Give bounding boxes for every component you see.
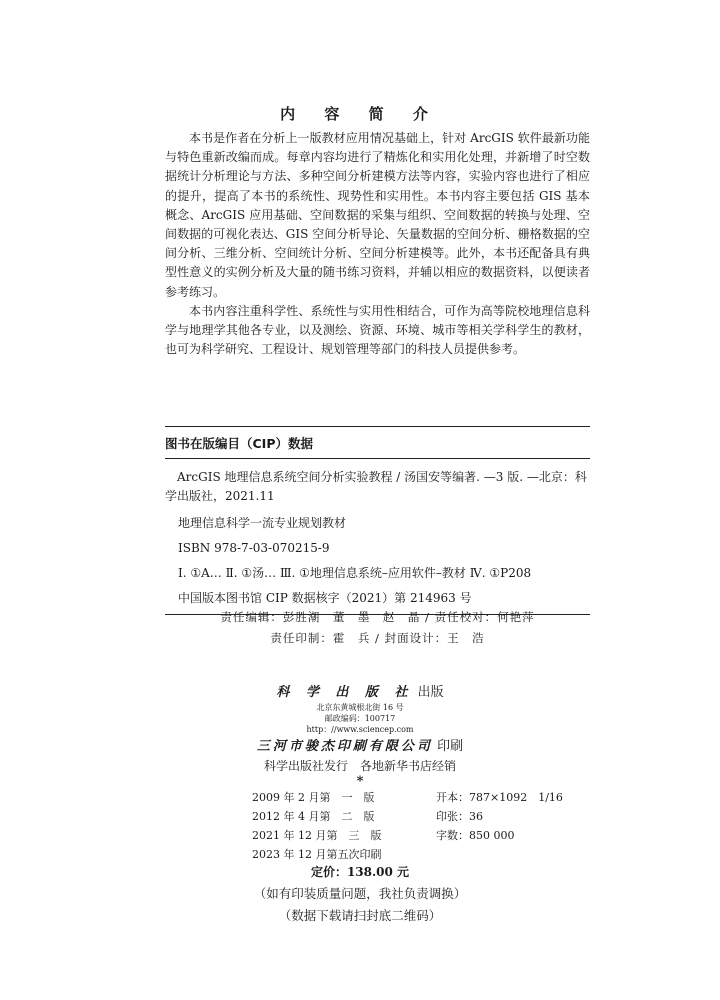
cip-block (165, 426, 590, 615)
cip-classification: Ⅰ. ①A… Ⅱ. ①汤… Ⅲ. ①地理信息系统–应用软件–教材 Ⅳ. ①P208 (178, 566, 532, 580)
publisher-website: http：//www.sciencep.com (306, 725, 414, 734)
separator-star: * (356, 774, 364, 789)
edition-spec: 印张：36 (436, 810, 483, 823)
cip-record: ArcGIS 地理信息系统空间分析实验教程 / 汤国安等编著. —3 版. —北京：科学出版社，2021.11 (165, 470, 587, 503)
summary-title: 内 容 简 介 (280, 105, 440, 123)
editor-credits (165, 607, 590, 649)
credits-line: 责任印制：霍 兵 / 封面设计：王 浩 (270, 631, 485, 645)
publisher-suffix: 出版 (417, 685, 444, 700)
publisher-address: 北京东黄城根北街 16 号 (316, 703, 404, 712)
summary-paragraph: 本书是作者在分析上一版教材应用情况基础上，针对 ArcGIS 软件最新功能与特色重新改编而成。每章内容均进行了精炼化和实用化处理，并新增了时空数据统计分析理论与方法、多种空间分析建模方法等内容，实验内容也进行了相应的提升，提高了本书的系统性、现势性和实用性。本书内容主要包括 GIS 基本概念、ArcGIS 应用基础、空间数据的采集与组织、空间数据的转换与处理、空间数据的可视化表达、GIS 空间分析导论、矢量数据的空间分析、栅格数据的空间分析、三维分析、空间统计分析、空间分析建模等。此外，本书还配备具有典型性意义的实例分析及大量的随书练习资料，并辅以相应的数据资料，以便读者参考练习。 (165, 131, 590, 299)
edition-row (252, 826, 563, 845)
cip-title: 图书在版编目（CIP）数据 (165, 427, 590, 459)
edition-row (252, 845, 563, 864)
publisher-name (0, 684, 720, 702)
printer-line (0, 737, 720, 757)
edition-date: 2021 年 12 月第 三 版 (252, 829, 382, 842)
edition-row (252, 788, 563, 807)
cip-core-number: 中国版本图书馆 CIP 数据核字（2021）第 214963 号 (178, 591, 472, 605)
quality-note: （如有印装质量问题，我社负责调换） (253, 886, 467, 901)
summary-body (165, 129, 590, 359)
edition-date: 2012 年 4 月第 二 版 (252, 810, 375, 823)
edition-date: 2009 年 2 月第 一 版 (252, 791, 375, 804)
summary-paragraph: 本书内容注重科学性、系统性与实用性相结合，可作为高等院校地理信息科学与地理学其他各专业，以及测绘、资源、环境、城市等相关学科学生的教材，也可为科学研究、工程设计、规划管理等部门的科技人员提供参考。 (165, 303, 590, 357)
price: 定价：138.00 元 (310, 865, 410, 879)
printer-suffix: 印刷 (437, 739, 464, 754)
publisher-block (0, 684, 720, 789)
printer-name: 三河市骏杰印刷有限公司 (256, 739, 433, 754)
cip-series: 地理信息科学一流专业规划教材 (178, 516, 347, 530)
edition-table (252, 788, 563, 864)
edition-date: 2023 年 12 月第五次印刷 (252, 848, 382, 861)
distribution-line: 科学出版社发行 各地新华书店经销 (263, 759, 456, 773)
download-note: （数据下载请扫封底二维码） (278, 908, 442, 923)
publisher-logo-text: 科 学 出 版 社 (276, 685, 414, 700)
cip-isbn: ISBN 978-7-03-070215-9 (178, 541, 330, 555)
publisher-postcode: 邮政编码：100717 (324, 714, 396, 723)
edition-spec: 字数：850 000 (436, 829, 515, 842)
credits-line: 责任编辑：彭胜潮 董 墨 赵 晶 / 责任校对：何艳萍 (220, 610, 535, 624)
edition-spec: 开本：787×1092 1/16 (436, 791, 563, 804)
edition-row (252, 807, 563, 826)
